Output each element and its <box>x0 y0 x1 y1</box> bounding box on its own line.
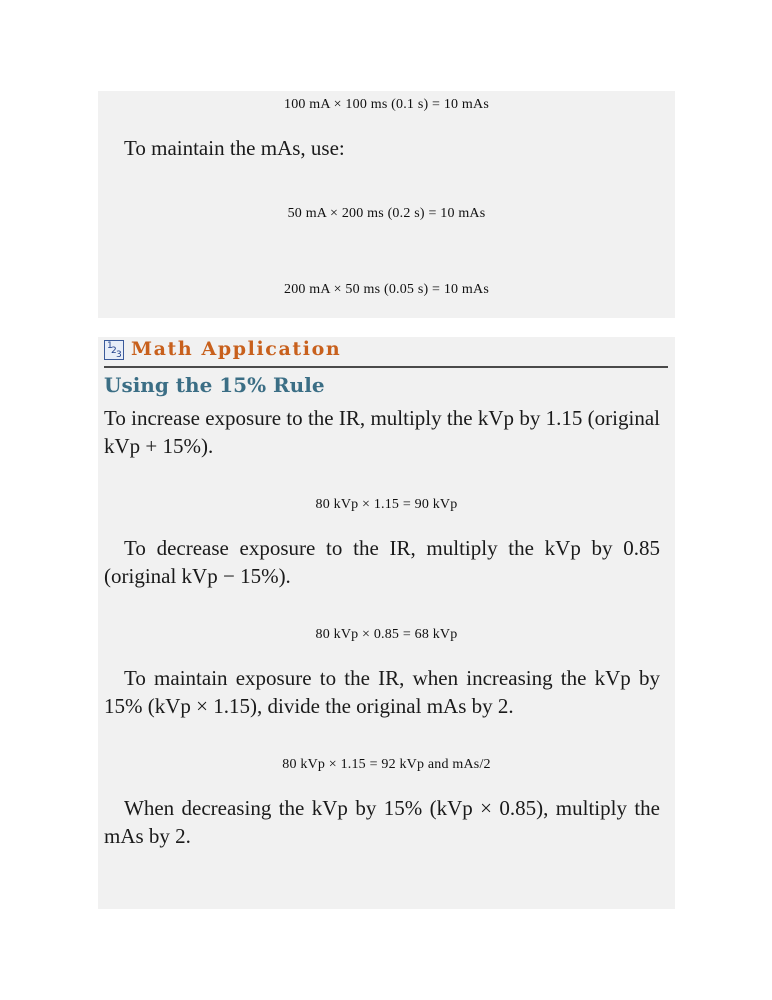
math-application-title: Math Application <box>131 338 342 360</box>
equation-100ma: 100 mA × 100 ms (0.1 s) = 10 mAs <box>284 97 489 112</box>
equation-200ma: 200 mA × 50 ms (0.05 s) = 10 mAs <box>284 282 489 297</box>
paragraph-decrease-exposure: To decrease exposure to the IR, multiply the kVp by 0.85 (original kVp − 15%). <box>104 536 660 588</box>
numbers-123-icon: 1 2 3 <box>104 340 124 360</box>
maintain-mas-text: To maintain the mAs, use: <box>124 136 345 160</box>
paragraph-maintain-exposure: To maintain exposure to the IR, when increasing the kVp by 15% (kVp × 1.15), divide the original mAs by 2. <box>104 666 660 718</box>
paragraph-increase-exposure: To increase exposure to the IR, multiply the kVp by 1.15 (original kVp + 15%). <box>104 406 660 458</box>
equation-maintain-exposure: 80 kVp × 1.15 = 92 kVp and mAs/2 <box>282 757 491 772</box>
paragraph-decrease-kvp-mas: When decreasing the kVp by 15% (kVp × 0.85), multiply the mAs by 2. <box>104 796 660 848</box>
section-subtitle: Using the 15% Rule <box>104 373 325 397</box>
math-application-heading <box>104 337 668 368</box>
mas-example-box <box>98 91 675 318</box>
equation-50ma: 50 mA × 200 ms (0.2 s) = 10 mAs <box>287 206 486 221</box>
equation-increase-kvp: 80 kVp × 1.15 = 90 kVp <box>315 497 458 512</box>
math-application-box <box>98 337 675 909</box>
equation-decrease-kvp: 80 kVp × 0.85 = 68 kVp <box>315 627 458 642</box>
